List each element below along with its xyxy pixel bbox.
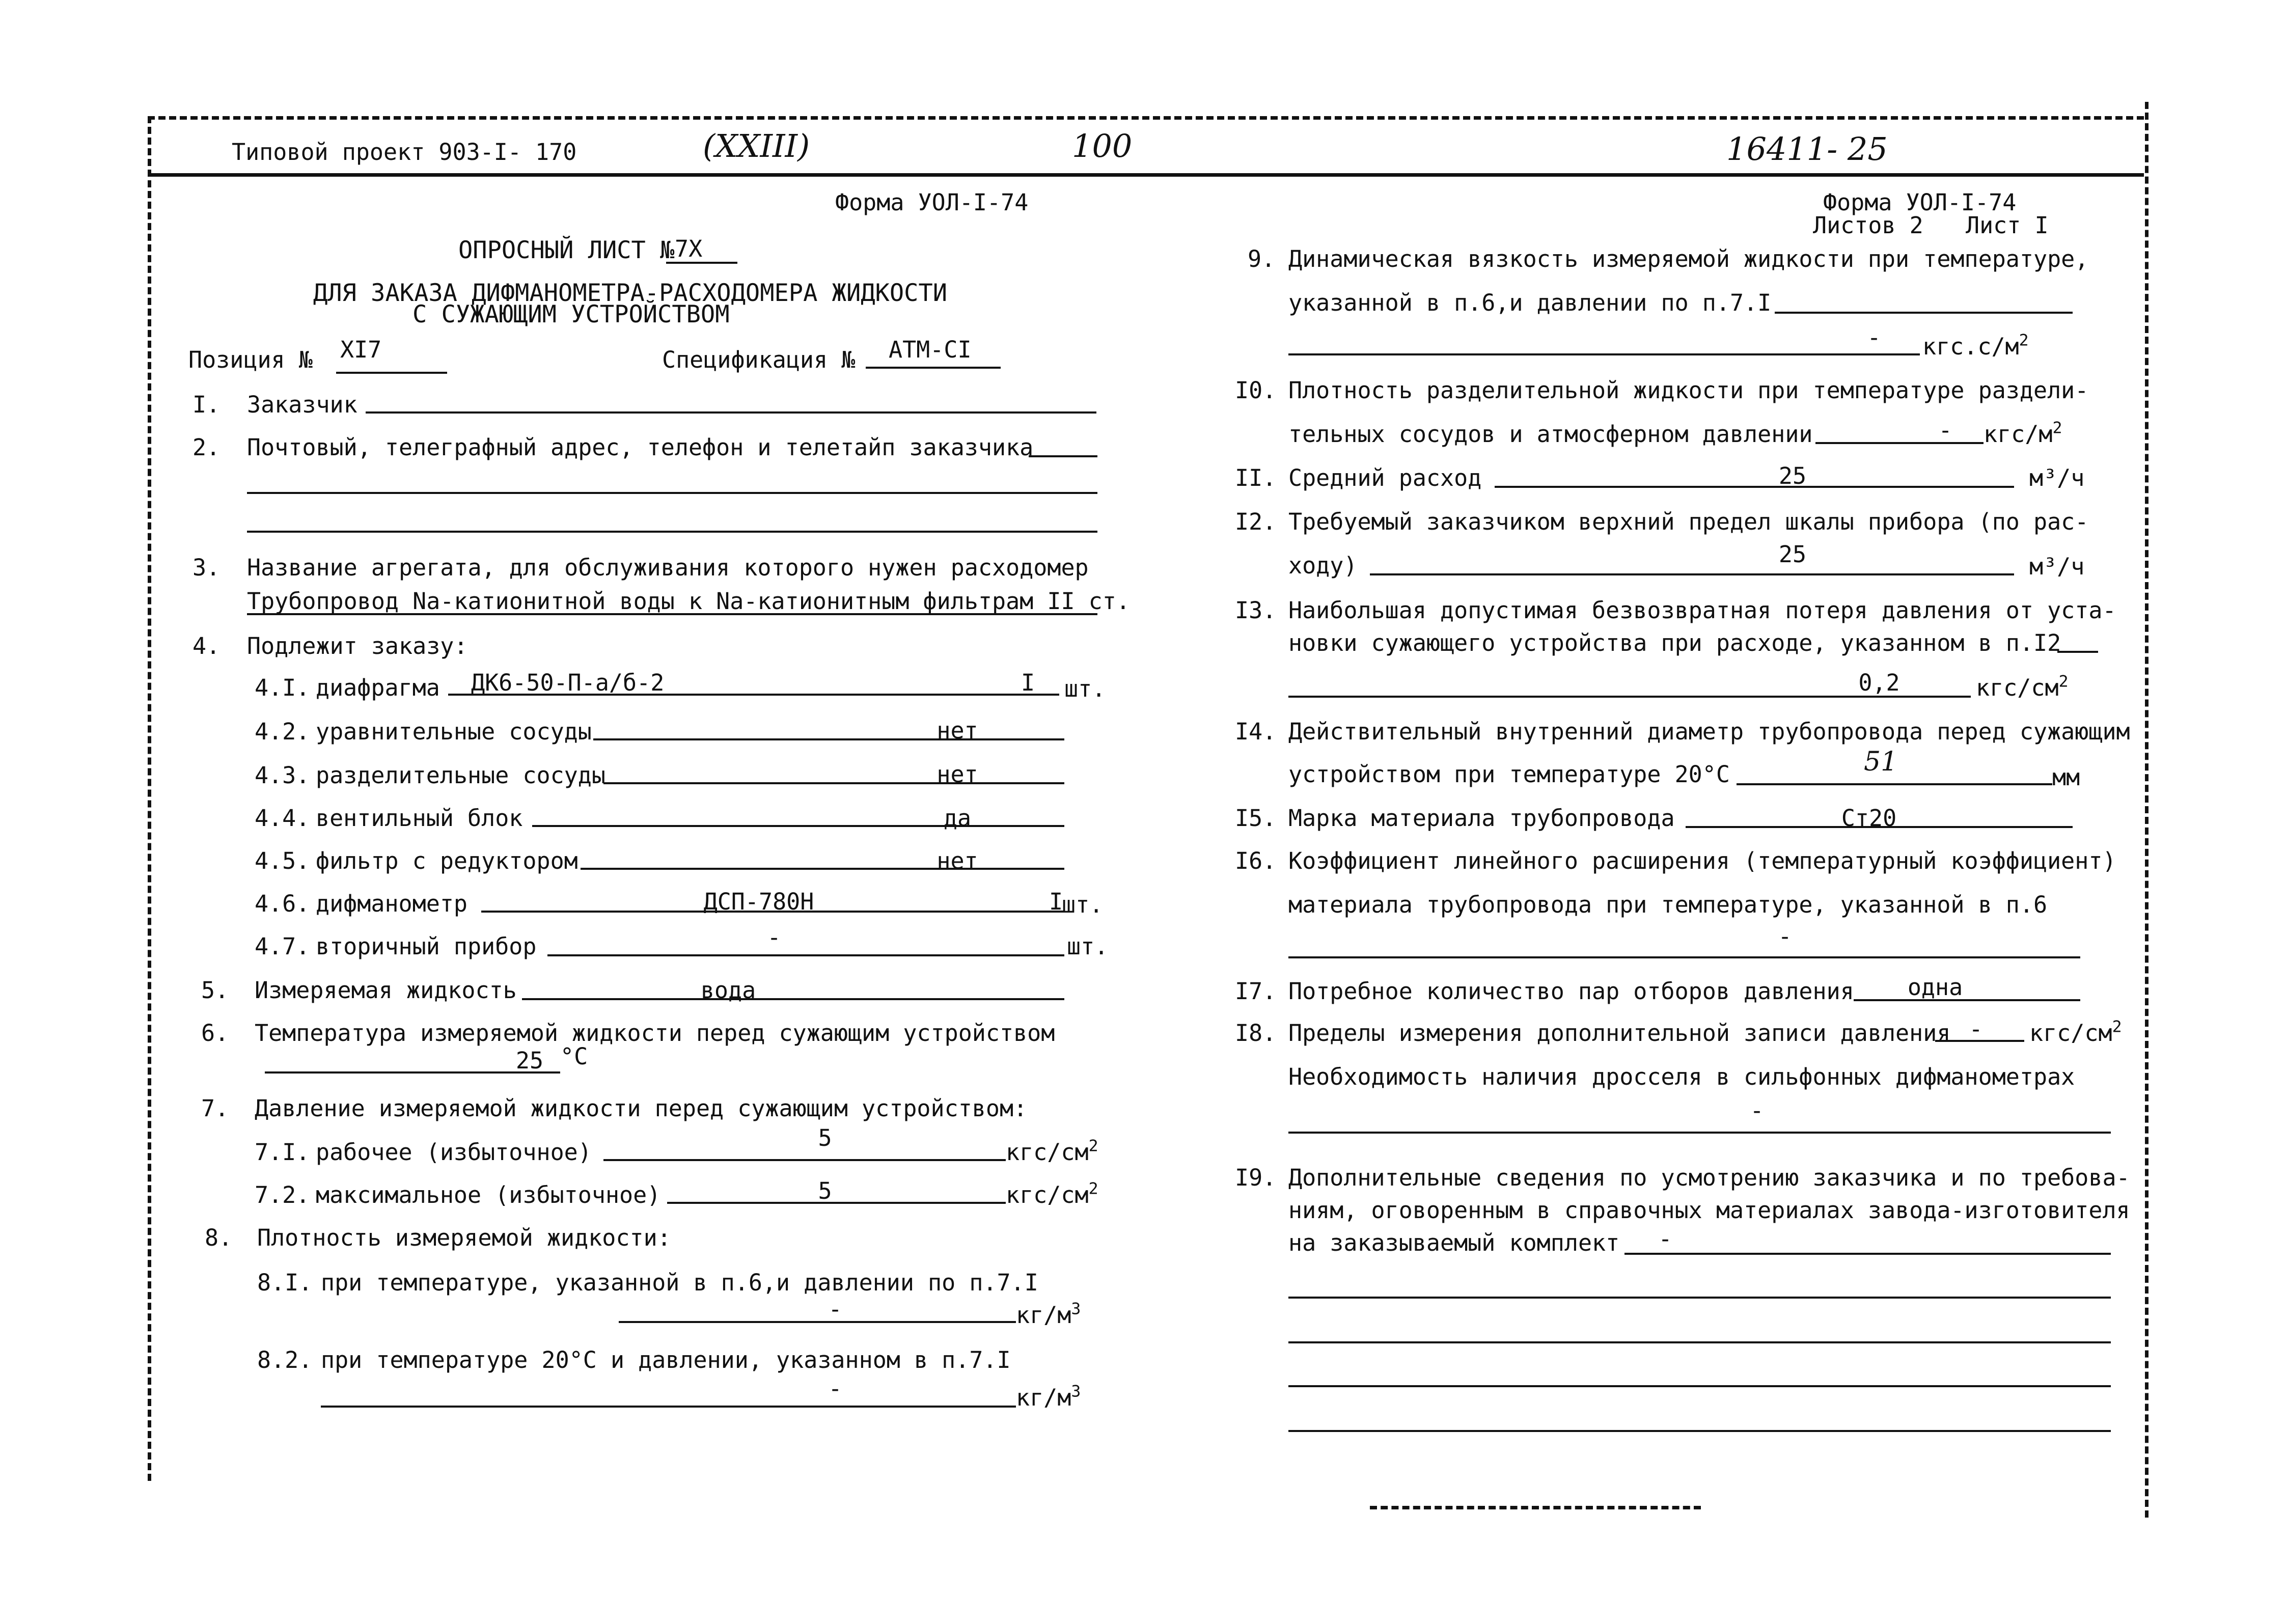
additional-info-line-5[interactable]: [1288, 1430, 2111, 1432]
pressure-loss-label-2: новки сужающего устройства при расходе, указанном в п.I2: [1288, 629, 2061, 656]
density-at-temp-label: при температуре, указанной в п.6,и давлении по п.7.I: [321, 1269, 1038, 1296]
separating-fluid-field[interactable]: [1815, 442, 1984, 444]
inner-diameter-value: 51: [1864, 747, 1898, 777]
avg-flow-field[interactable]: [1495, 486, 2014, 488]
secondary-device-field[interactable]: [547, 954, 1064, 956]
unit-text: кгс.с/м: [1922, 333, 2019, 360]
item-number: I7.: [1235, 978, 1277, 1005]
pipe-material-value: Ст20: [1841, 805, 1897, 832]
diff-manometer-qty: I: [1049, 888, 1063, 915]
expansion-coef-value: -: [1778, 923, 1792, 950]
address-field[interactable]: [1029, 455, 1097, 457]
inner-diameter-label-2: устройством при температуре 20°С: [1288, 761, 1730, 788]
form-label-left: Форма УОЛ-I-74: [835, 189, 1029, 216]
max-pressure-field[interactable]: [667, 1202, 1006, 1204]
item-number: II.: [1235, 464, 1277, 491]
density-at-temp-unit: [1016, 1300, 1081, 1329]
unit-text: кг/м: [1016, 1302, 1071, 1329]
item-number: 2.: [192, 434, 221, 461]
item-number: 9.: [1248, 245, 1276, 272]
diff-manometer-value: ДСП-780Н: [703, 888, 814, 915]
unit-power: 2: [2019, 331, 2029, 350]
extra-record-value: -: [1969, 1015, 1983, 1042]
item-number: 4.: [192, 632, 221, 659]
scale-limit-label-2: ходу): [1288, 552, 1358, 579]
sub-item-number: 4.4.: [255, 805, 310, 832]
sheet-subtitle-2: С СУЖАЮЩИМ УСТРОЙСТВОМ: [412, 300, 730, 328]
valve-block-field[interactable]: [532, 825, 1064, 827]
separating-vessels-field[interactable]: [603, 782, 1064, 784]
expansion-coef-label-2: материала трубопровода при температуре, указанной в п.6: [1288, 891, 2048, 918]
pipe-material-label: Марка материала трубопровода: [1288, 805, 1675, 832]
left-border: [148, 116, 151, 1481]
extra-record-label: Пределы измерения дополнительной записи давления: [1288, 1020, 1951, 1047]
throttle-label: Необходимость наличия дросселя в сильфонных дифманометрах: [1288, 1063, 2075, 1090]
project-label: Типовой проект 903-I- 170: [232, 139, 577, 166]
inner-diameter-unit: мм: [2052, 764, 2080, 791]
doc-number: 16411- 25: [1726, 130, 1888, 168]
density-label: Плотность измеряемой жидкости:: [257, 1224, 671, 1251]
sheets-count: Листов 2: [1813, 212, 1923, 239]
sub-item-number: 7.2.: [255, 1181, 310, 1208]
pressure-loss-unit: [1976, 672, 2069, 701]
pipe-material-field[interactable]: [1686, 826, 2073, 828]
additional-info-line-4[interactable]: [1288, 1385, 2111, 1387]
item-number: I3.: [1235, 597, 1277, 624]
separating-fluid-value: -: [1938, 417, 1952, 444]
sheet-title-number: 7Х: [675, 235, 703, 262]
orifice-field[interactable]: [448, 694, 1059, 696]
valve-block-value: да: [943, 805, 972, 832]
pressure-loss-field[interactable]: [1288, 696, 1971, 698]
position-label: Позиция №: [188, 346, 313, 373]
working-pressure-value: 5: [818, 1124, 832, 1151]
avg-flow-label: Средний расход: [1288, 464, 1482, 491]
unit-power: 2: [2112, 1017, 2122, 1036]
sub-item-number: 4.I.: [255, 674, 310, 701]
unit-text: кг/м: [1016, 1384, 1071, 1411]
valve-block-label: вентильный блок: [316, 805, 523, 832]
spec-value: АТМ-СI: [889, 336, 972, 363]
working-pressure-unit: [1006, 1137, 1098, 1166]
density-at-temp-value: -: [828, 1296, 842, 1323]
unit-text: кгс/см: [1006, 1181, 1089, 1208]
right-border: [2145, 102, 2149, 1518]
max-pressure-value: 5: [818, 1177, 832, 1204]
extra-record-field[interactable]: [1935, 1040, 2024, 1042]
density-at-temp-field[interactable]: [619, 1321, 1016, 1323]
max-pressure-unit: [1006, 1179, 1098, 1208]
inner-diameter-field[interactable]: [1737, 783, 2052, 785]
bottom-dash: [1370, 1506, 1701, 1509]
viscosity-unit: [1922, 331, 2029, 360]
top-border: [148, 116, 2144, 120]
filter-reducer-label: фильтр с редуктором: [316, 847, 578, 874]
density-at-20-label: при температуре 20°С и давлении, указанном в п.7.I: [321, 1346, 1011, 1373]
fluid-label: Измеряемая жидкость: [255, 977, 517, 1004]
fluid-temp-label: Температура измеряемой жидкости перед сужающим устройством: [255, 1020, 1055, 1047]
separating-vessels-label: разделительные сосуды: [316, 762, 605, 789]
item-number: I0.: [1235, 377, 1277, 404]
unit-power: 2: [2058, 672, 2069, 691]
item-number: 8.: [205, 1224, 233, 1251]
additional-info-value: -: [1658, 1225, 1672, 1252]
max-pressure-label: максимальное (избыточное): [316, 1181, 661, 1208]
sub-item-number: 4.3.: [255, 762, 310, 789]
density-at-20-value: -: [828, 1375, 842, 1402]
separating-fluid-label-2: тельных сосудов и атмосферном давлении: [1288, 421, 1813, 448]
fluid-temp-field[interactable]: [265, 1071, 560, 1074]
expansion-coef-field[interactable]: [1288, 956, 2080, 958]
avg-flow-unit: м³/ч: [2029, 464, 2085, 491]
item-number: I2.: [1235, 508, 1277, 535]
spec-label: Спецификация №: [662, 346, 856, 373]
orifice-label: диафрагма: [316, 674, 440, 701]
item-number: 3.: [192, 554, 221, 581]
equalizing-vessels-label: уравнительные сосуды: [316, 718, 592, 745]
avg-flow-value: 25: [1778, 462, 1807, 489]
separating-fluid-unit: [1984, 419, 2062, 448]
sub-item-number: 4.7.: [255, 933, 310, 960]
separating-vessels-value: нет: [937, 761, 978, 788]
sheet-title: ОПРОСНЫЙ ЛИСТ №: [458, 236, 675, 264]
additional-info-line-2[interactable]: [1288, 1297, 2111, 1299]
unit-text: кгс/м: [1984, 421, 2053, 448]
pressure-loss-label: Наибольшая допустимая безвозвратная потеря давления от уста-: [1288, 597, 2116, 624]
sheet-subtitle-1: ДЛЯ ЗАКАЗА ДИФМАНОМЕТРА-РАСХОДОМЕРА ЖИДКОСТИ: [313, 279, 948, 307]
sub-item-number: 8.I.: [257, 1269, 313, 1296]
additional-info-line-3[interactable]: [1288, 1341, 2111, 1343]
pressure-label: Давление измеряемой жидкости перед сужающим устройством:: [255, 1095, 1028, 1122]
order-items-label: Подлежит заказу:: [247, 632, 468, 659]
item-number: 7.: [201, 1095, 229, 1122]
sub-item-number: 7.I.: [255, 1139, 310, 1166]
customer-label: Заказчик: [247, 391, 357, 418]
scale-limit-label: Требуемый заказчиком верхний предел шкалы прибора (по рас-: [1288, 508, 2089, 535]
unit-name-label: Название агрегата, для обслуживания которого нужен расходомер: [247, 554, 1089, 581]
additional-info-label: Дополнительные сведения по усмотрению заказчика и по требова-: [1288, 1164, 2130, 1191]
unit-text: кгс/см: [1006, 1139, 1089, 1166]
fluid-field[interactable]: [522, 998, 1064, 1000]
item-number: I5.: [1235, 805, 1277, 832]
sub-item-number: 4.2.: [255, 718, 310, 745]
unit-label: шт.: [1062, 891, 1104, 918]
unit-text: кгс/см: [2029, 1020, 2112, 1047]
taps-count-field[interactable]: [1854, 999, 2080, 1001]
unit-text: кгс/см: [1976, 674, 2059, 701]
position-value: XI7: [340, 336, 382, 363]
item-number: I8.: [1235, 1020, 1277, 1047]
diff-manometer-field[interactable]: [481, 911, 1064, 913]
roman-mark: (XXIII): [703, 127, 810, 164]
viscosity-label: Динамическая вязкость измеряемой жидкости при температуре,: [1288, 245, 2089, 272]
working-pressure-label: рабочее (избыточное): [316, 1139, 592, 1166]
throttle-value: -: [1750, 1097, 1764, 1124]
unit-power: 2: [2052, 419, 2062, 437]
throttle-field[interactable]: [1288, 1132, 2111, 1134]
additional-info-label-3: на заказываемый комплект: [1288, 1229, 1620, 1256]
separating-fluid-label: Плотность разделительной жидкости при температуре раздели-: [1288, 377, 2089, 404]
fluid-temp-unit: °С: [560, 1043, 588, 1070]
density-at-20-field[interactable]: [321, 1406, 1016, 1408]
taps-count-value: одна: [1907, 974, 1963, 1001]
item-number: I.: [192, 391, 221, 418]
sub-item-number: 4.6.: [255, 890, 310, 917]
additional-info-label-2: ниям, оговоренным в справочных материалах завода-изготовителя: [1288, 1197, 2130, 1224]
unit-label: шт.: [1067, 933, 1109, 960]
item-number: I4.: [1235, 718, 1277, 745]
expansion-coef-label: Коэффициент линейного расширения (температурный коэффициент): [1288, 847, 2116, 874]
orifice-value: ДК6-50-П-а/б-2: [471, 669, 665, 696]
sub-item-number: 8.2.: [257, 1346, 313, 1373]
form-label-right: Форма УОЛ-I-74: [1823, 189, 2017, 216]
filter-reducer-field[interactable]: [581, 868, 1064, 870]
fluid-value: вода: [700, 977, 756, 1004]
pressure-loss-value: 0,2: [1858, 669, 1900, 696]
fluid-temp-value: 25: [515, 1047, 544, 1074]
unit-label: шт.: [1064, 675, 1106, 702]
unit-power: 2: [1088, 1179, 1098, 1198]
secondary-device-label: вторичный прибор: [316, 933, 537, 960]
page-number: 100: [1072, 127, 1133, 164]
unit-power: 3: [1071, 1382, 1081, 1401]
taps-count-label: Потребное количество пар отборов давления: [1288, 978, 1854, 1005]
equalizing-vessels-value: нет: [937, 717, 978, 744]
sub-item-number: 4.5.: [255, 847, 310, 874]
unit-name-value: Трубопровод Na-катионитной воды к Na-катионитным фильтрам II ст.: [247, 588, 1130, 615]
item-number: I6.: [1235, 847, 1277, 874]
additional-info-field[interactable]: [1624, 1253, 2111, 1255]
sheet-number: Лист I: [1966, 212, 2049, 239]
inner-diameter-label: Действительный внутренний диаметр трубопровода перед сужающим: [1288, 718, 2130, 745]
customer-field[interactable]: [366, 411, 1096, 414]
scale-limit-field[interactable]: [1370, 573, 2014, 575]
working-pressure-field[interactable]: [603, 1159, 1006, 1161]
filter-reducer-value: нет: [937, 847, 978, 874]
scale-limit-unit: м³/ч: [2029, 553, 2085, 580]
viscosity-field[interactable]: [1288, 353, 1920, 355]
extra-record-unit: [2029, 1017, 2122, 1047]
diff-manometer-label: дифманометр: [316, 890, 468, 917]
orifice-qty: I: [1021, 669, 1035, 696]
secondary-device-value: -: [767, 924, 781, 951]
equalizing-vessels-field[interactable]: [593, 738, 1064, 740]
address-label: Почтовый, телеграфный адрес, телефон и телетайп заказчика: [247, 434, 1034, 461]
viscosity-value: -: [1867, 324, 1881, 351]
item-number: I9.: [1235, 1164, 1277, 1191]
density-at-20-unit: [1016, 1382, 1081, 1411]
unit-power: 2: [1088, 1137, 1098, 1155]
unit-power: 3: [1071, 1300, 1081, 1318]
viscosity-label-2: указанной в п.6,и давлении по п.7.I: [1288, 289, 1772, 316]
header-rule: [148, 173, 2144, 177]
scale-limit-value: 25: [1778, 541, 1807, 568]
item-number: 5.: [201, 977, 229, 1004]
address-field-line-3[interactable]: [247, 531, 1097, 533]
item-number: 6.: [201, 1020, 229, 1047]
address-field-line-2[interactable]: [247, 492, 1097, 494]
